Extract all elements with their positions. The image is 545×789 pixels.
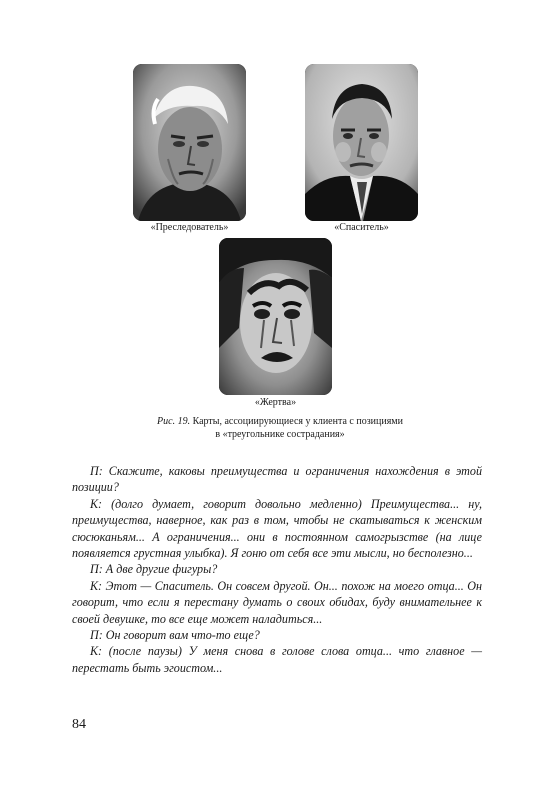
- paragraph: К: (долго думает, говорит довольно медленно) Преимущества... ну, преимущества, наверное, как раз в том, чтобы не скатываться к женским сюсюканьям... А ограничения... они в постоянном самогрызстве (на лице появляется грустная улыбка). Я гоню от себя все эти мысли, но бесполезно...: [72, 496, 482, 561]
- card-victim-image: [219, 238, 332, 395]
- figure-caption-line2: в «треугольнике сострадания»: [215, 429, 345, 440]
- paragraph: П: Он говорит вам что-то еще?: [90, 628, 260, 643]
- card-rescuer-caption: «Спаситель»: [334, 222, 389, 233]
- figure-caption-line1: Карты, ассоциирующиеся у клиента с позициями: [192, 416, 403, 427]
- card-persecutor-image: [133, 64, 246, 221]
- card-rescuer-image: [305, 64, 418, 221]
- figure-caption: [130, 415, 430, 441]
- card-persecutor-caption: «Преследователь»: [150, 222, 229, 233]
- page-number: 84: [72, 717, 86, 732]
- dialogue-text: [72, 463, 482, 676]
- paragraph: К: Этот — Спаситель. Он совсем другой. Он... похож на моего отца... Он говорит, что если я перестану думать о своих обидах, буду внимательнее к своей девушке, то все еще может наладиться...: [72, 578, 482, 626]
- paragraph: П: Скажите, каковы преимущества и ограничения нахождения в этой позиции?: [72, 464, 482, 495]
- paragraph: П: А две другие фигуры?: [90, 562, 218, 577]
- figure-caption-label: Рис. 19.: [157, 416, 191, 427]
- card-victim-caption: «Жертва»: [254, 397, 297, 408]
- paragraph: К: (после паузы) У меня снова в голове слова отца... что главное — перестать быть эгоистом...: [72, 644, 482, 675]
